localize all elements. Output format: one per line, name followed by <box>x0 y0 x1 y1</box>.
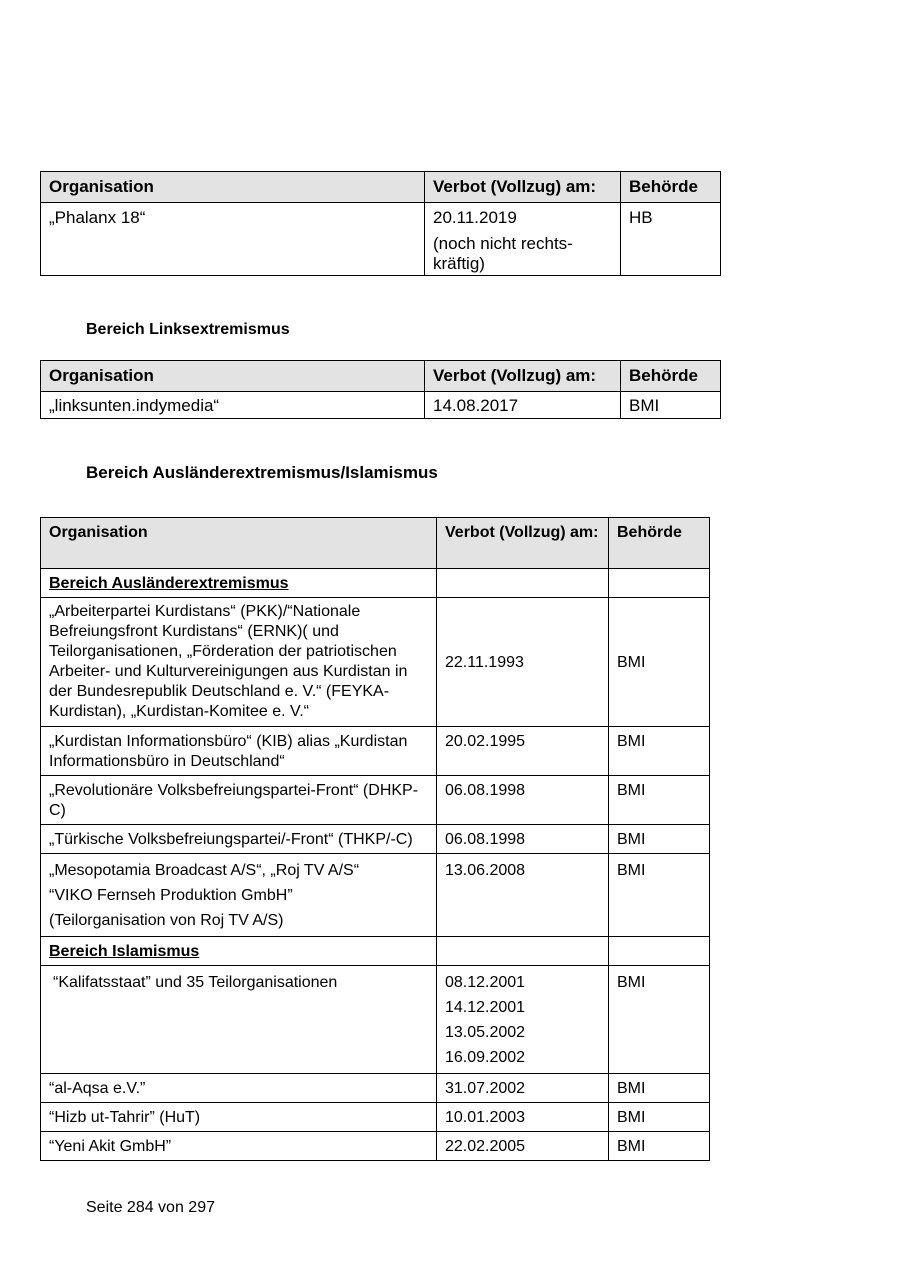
cell-authority: BMI <box>609 854 710 937</box>
table-header-row <box>41 361 721 392</box>
cell-organisation: „Arbeiterpartei Kurdistans“ (PKK)/“Nationale Befreiungsfront Kurdistans“ (ERNK)( und Teilorganisationen, „Förderation der patriotischen Arbeiter- und Kulturvereinigungen aus Kurdistan in der Bundesrepublik Deutschland e. V.“ (FEYKA-Kurdistan), „Kurdistan-Komitee e. V.“ <box>41 598 437 727</box>
cell-date: 14.08.2017 <box>425 392 621 419</box>
cell-date: 06.08.1998 <box>437 776 609 825</box>
cell-organisation <box>41 854 437 937</box>
date-value: 13.05.2002 <box>445 1024 526 1041</box>
cell-organisation: “Hizb ut-Tahrir” (HuT) <box>41 1103 437 1132</box>
org-name: “Kalifatsstaat” und 35 Teilorganisationen <box>53 974 338 991</box>
cell-dates <box>437 966 609 1074</box>
org-line: “VIKO Fernseh Produktion GmbH” <box>49 887 293 904</box>
table-row <box>41 966 710 1074</box>
page-number: Seite 284 von 297 <box>86 1199 215 1216</box>
cell-date: 06.08.1998 <box>437 825 609 854</box>
date-value: 14.12.2001 <box>445 999 526 1016</box>
date-value: 16.09.2002 <box>445 1049 526 1066</box>
cell-date: 10.01.2003 <box>437 1103 609 1132</box>
table-auslaenderextremismus-islamismus <box>40 517 710 1161</box>
cell-organisation: „Revolutionäre Volksbefreiungspartei-Front“ (DHKP-C) <box>41 776 437 825</box>
cell-organisation: „linksunten.indymedia“ <box>41 392 425 419</box>
cell-authority: BMI <box>609 966 710 1074</box>
header-verbot: Verbot (Vollzug) am: <box>425 361 621 392</box>
table-header-row <box>41 172 721 203</box>
header-organisation: Organisation <box>41 172 425 203</box>
cell-organisation <box>41 966 437 1074</box>
cell-organisation: „Kurdistan Informationsbüro“ (KIB) alias „Kurdistan Informationsbüro in Deutschland“ <box>41 727 437 776</box>
cell-organisation: „Türkische Volksbefreiungspartei/-Front“ (THKP/-C) <box>41 825 437 854</box>
cell-authority: BMI <box>609 1074 710 1103</box>
subsection-row <box>41 569 710 598</box>
header-organisation: Organisation <box>41 361 425 392</box>
cell-authority: BMI <box>609 1132 710 1161</box>
cell-organisation: „Phalanx 18“ <box>41 203 425 276</box>
cell-date: 31.07.2002 <box>437 1074 609 1103</box>
header-behoerde: Behörde <box>621 361 721 392</box>
subsection-auslaenderextremismus: Bereich Ausländerextremismus <box>41 569 437 598</box>
cell-date: 22.11.1993 <box>437 598 609 727</box>
date-note: (noch nicht rechts-kräftig) <box>433 234 573 273</box>
table-row <box>41 1103 710 1132</box>
table-phalanx <box>40 171 721 276</box>
cell-authority: BMI <box>609 1103 710 1132</box>
section-heading-linksextremismus: Bereich Linksextremismus <box>86 321 290 338</box>
table-linksextremismus <box>40 360 721 419</box>
cell-date <box>425 203 621 276</box>
table-row <box>41 825 710 854</box>
section-heading-auslaenderextremismus: Bereich Ausländerextremismus/Islamismus <box>86 463 438 482</box>
table-row <box>41 203 721 276</box>
org-line: (Teilorganisation von Roj TV A/S) <box>49 912 284 929</box>
table-row <box>41 598 710 727</box>
cell-organisation: “al-Aqsa e.V.” <box>41 1074 437 1103</box>
cell-authority: BMI <box>609 598 710 727</box>
org-line: „Mesopotamia Broadcast A/S“, „Roj TV A/S“ <box>49 862 360 879</box>
header-verbot: Verbot (Vollzug) am: <box>425 172 621 203</box>
cell-authority: BMI <box>609 825 710 854</box>
cell-authority: HB <box>621 203 721 276</box>
table-row <box>41 392 721 419</box>
cell-authority: BMI <box>609 776 710 825</box>
table-row <box>41 776 710 825</box>
cell-organisation: “Yeni Akit GmbH” <box>41 1132 437 1161</box>
header-behoerde: Behörde <box>621 172 721 203</box>
table-row <box>41 727 710 776</box>
table-header-row <box>41 518 710 569</box>
header-verbot: Verbot (Vollzug) am: <box>437 518 609 569</box>
date-value: 08.12.2001 <box>445 974 526 991</box>
date-value: 20.11.2019 <box>433 208 517 227</box>
header-behoerde: Behörde <box>609 518 710 569</box>
header-organisation: Organisation <box>41 518 437 569</box>
cell-date: 22.02.2005 <box>437 1132 609 1161</box>
cell-authority: BMI <box>609 727 710 776</box>
cell-date: 13.06.2008 <box>437 854 609 937</box>
table-row <box>41 854 710 937</box>
cell-authority: BMI <box>621 392 721 419</box>
subsection-row <box>41 937 710 966</box>
table-row <box>41 1132 710 1161</box>
table-row <box>41 1074 710 1103</box>
cell-date: 20.02.1995 <box>437 727 609 776</box>
subsection-islamismus: Bereich Islamismus <box>41 937 437 966</box>
